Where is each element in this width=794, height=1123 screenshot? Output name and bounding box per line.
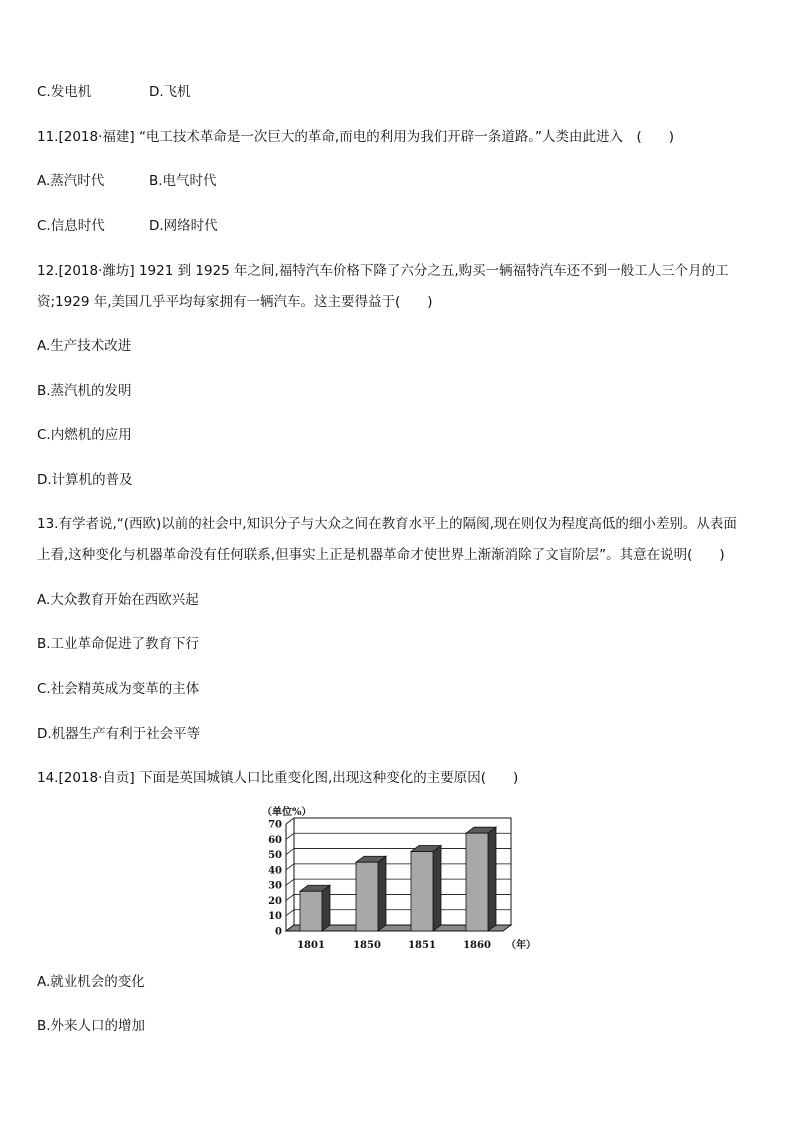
q12-stem-line1: 12.[2018·潍坊] 1921 到 1925 年之间,福特汽车价格下降了六分之五,购买一辆福特汽车还不到一般工人三个月的工 [37, 263, 729, 279]
grid-diagonal-70 [286, 818, 294, 824]
urban-population-chart [258, 800, 538, 960]
q14-option-b[interactable]: B.外来人口的增加 [37, 1018, 146, 1034]
bar-1860 [466, 833, 488, 931]
q11-options-ab [37, 172, 217, 190]
q10-option-d[interactable]: D.飞机 [149, 84, 191, 100]
grid-diagonal-20 [286, 894, 294, 900]
q13-stem-line1: 13.有学者说,“(西欧)以前的社会中,知识分子与大众之间在教育水平上的隔阂,现在则仅为程度高低的细小差别。从表面 [37, 516, 737, 532]
grid-diagonal-60 [286, 833, 294, 839]
bar-1850 [356, 862, 378, 931]
x-tick-label-1850: 1850 [353, 940, 381, 951]
q11-option-c[interactable]: C.信息时代 [37, 218, 105, 234]
bar-1801 [300, 891, 322, 931]
q12-option-b[interactable]: B.蒸汽机的发明 [37, 383, 132, 399]
y-tick-label-30: 30 [268, 880, 282, 892]
grid-diagonal-50 [286, 849, 294, 855]
x-tick-label-1860: 1860 [463, 940, 491, 951]
chart-svg [258, 800, 538, 960]
y-tick-label-0: 0 [275, 926, 282, 938]
q14-option-a[interactable]: A.就业机会的变化 [37, 974, 145, 990]
bar-1851 [411, 852, 433, 931]
bar-side-1851 [433, 846, 441, 931]
q13-option-b[interactable]: B.工业革命促进了教育下行 [37, 636, 200, 652]
q12-option-a[interactable]: A.生产技术改进 [37, 338, 132, 354]
q11-options-cd [37, 217, 218, 235]
y-tick-label-60: 60 [268, 834, 282, 846]
q11-stem: 11.[2018·福建] “电工技术革命是一次巨大的革命,而电的利用为我们开辟一条道路。”人类由此进入 ( ) [37, 129, 675, 145]
y-tick-label-50: 50 [268, 850, 282, 862]
bar-side-1801 [322, 885, 330, 931]
q12-stem-line2: 资;1929 年,美国几乎平均每家拥有一辆汽车。这主要得益于( ) [37, 294, 433, 310]
grid-diagonal-40 [286, 864, 294, 870]
y-tick-label-20: 20 [268, 895, 282, 907]
q10-option-c[interactable]: C.发电机 [37, 84, 92, 100]
y-tick-label-40: 40 [268, 865, 282, 877]
q10-options [37, 83, 191, 101]
q11-option-b[interactable]: B.电气时代 [149, 173, 217, 189]
x-tick-label-1851: 1851 [408, 940, 436, 951]
y-tick-label-10: 10 [268, 911, 282, 923]
x-tick-label-1801: 1801 [297, 940, 325, 951]
q13-option-c[interactable]: C.社会精英成为变革的主体 [37, 681, 200, 697]
q13-stem-line2: 上看,这种变化与机器革命没有任何联系,但事实上正是机器革命才使世界上渐渐消除了文盲阶层”。其意在说明( ) [37, 547, 725, 563]
bar-side-1850 [378, 856, 386, 931]
q11-option-a[interactable]: A.蒸汽时代 [37, 173, 105, 189]
x-axis-unit-label: （年） [506, 940, 536, 951]
q12-option-c[interactable]: C.内燃机的应用 [37, 427, 132, 443]
q13-option-d[interactable]: D.机器生产有利于社会平等 [37, 726, 201, 742]
q13-option-a[interactable]: A.大众教育开始在西欧兴起 [37, 592, 199, 608]
grid-diagonal-30 [286, 879, 294, 885]
q11-option-d[interactable]: D.网络时代 [149, 218, 218, 234]
grid-diagonal-10 [286, 910, 294, 916]
y-axis-unit-label: （单位%） [262, 807, 312, 818]
bar-side-1860 [488, 827, 496, 931]
q12-option-d[interactable]: D.计算机的普及 [37, 472, 133, 488]
q14-stem: 14.[2018·自贡] 下面是英国城镇人口比重变化图,出现这种变化的主要原因( ) [37, 770, 519, 786]
y-tick-label-70: 70 [268, 819, 282, 831]
